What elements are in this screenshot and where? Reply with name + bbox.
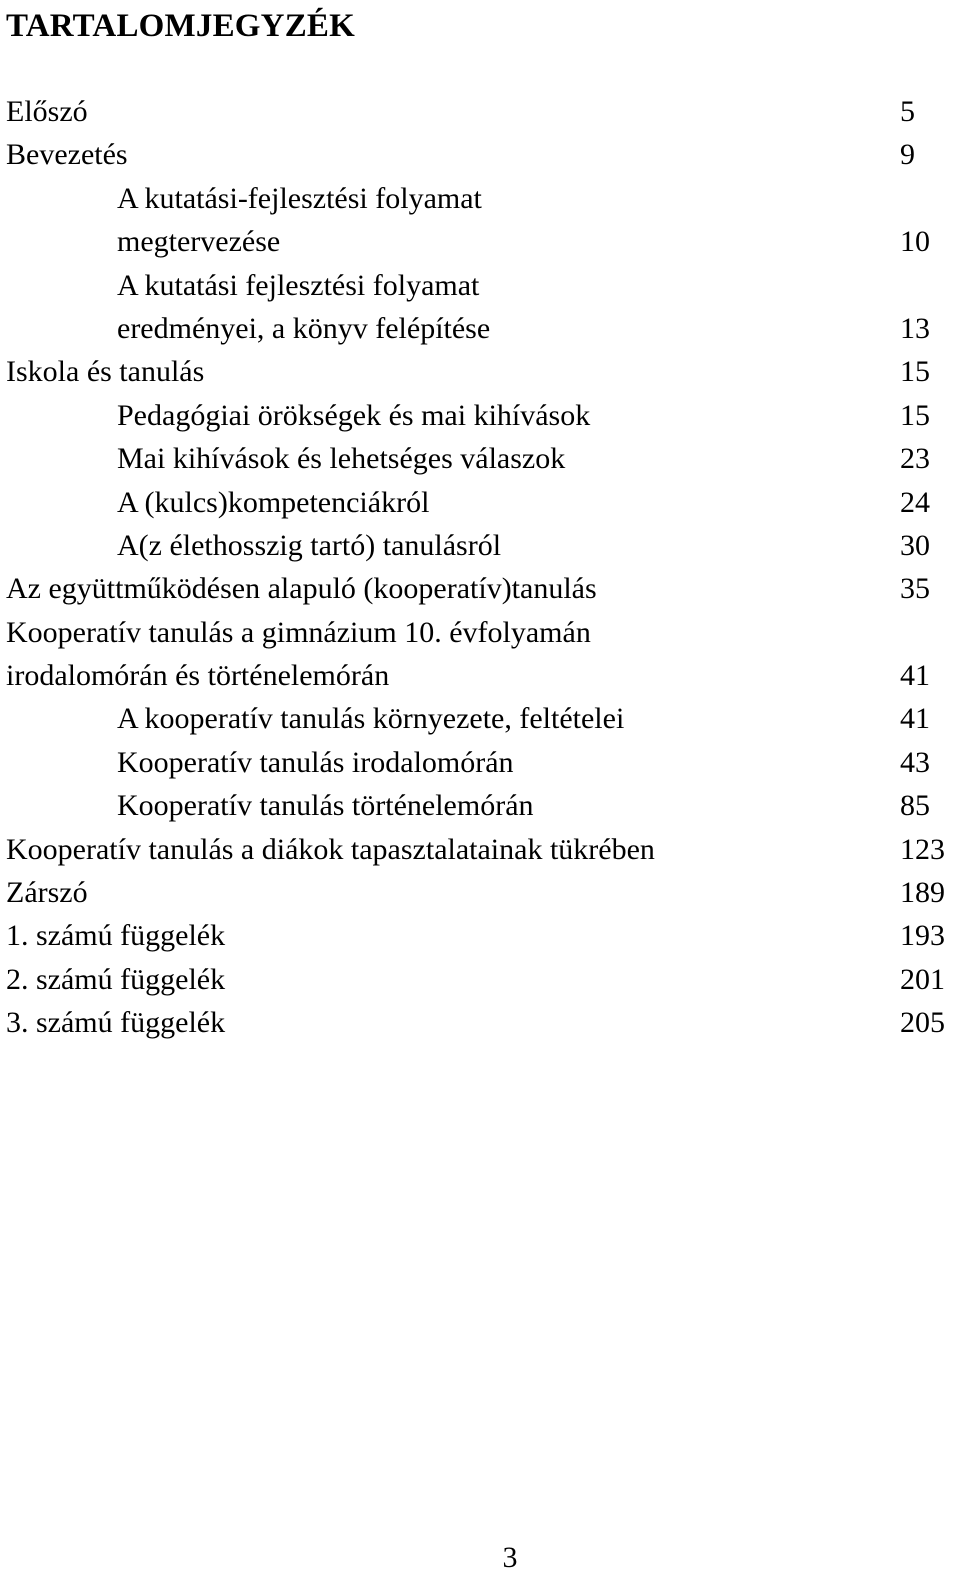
- toc-entry-page: 5: [900, 95, 915, 128]
- toc-entry-page: 85: [900, 789, 930, 823]
- page-title: TARTALOMJEGYZÉK: [6, 8, 355, 44]
- toc-entry[interactable]: [0, 437, 960, 480]
- toc-entry[interactable]: [0, 654, 960, 697]
- toc-entry-page: 41: [900, 702, 930, 736]
- toc-entry-title: Előszó: [6, 95, 88, 128]
- toc-entry[interactable]: [0, 741, 960, 784]
- toc-entry-title: Zárszó: [6, 876, 88, 910]
- page-number: 3: [502, 1541, 518, 1574]
- toc-entry-title: A kooperatív tanulás környezete, feltételei: [117, 702, 625, 736]
- toc-entry-title: A(z élethosszig tartó) tanulásról: [117, 528, 502, 562]
- toc-entry[interactable]: [0, 350, 960, 393]
- toc-entry[interactable]: [0, 220, 960, 263]
- toc-entry-page: 13: [900, 311, 930, 345]
- toc-entry[interactable]: [0, 307, 960, 350]
- toc-entry-page: 43: [900, 745, 930, 779]
- toc-entry-title: Kooperatív tanulás a diákok tapasztalatainak tükrében: [6, 832, 655, 866]
- table-of-contents: [0, 90, 960, 1045]
- toc-entry[interactable]: [0, 914, 960, 957]
- toc-entry[interactable]: [0, 177, 960, 220]
- toc-entry-page: 189: [900, 876, 945, 910]
- toc-entry-title: eredményei, a könyv felépítése: [117, 311, 491, 345]
- toc-entry-title: A kutatási fejlesztési folyamat: [117, 268, 480, 302]
- toc-entry-page: 9: [900, 138, 915, 172]
- toc-entry[interactable]: [0, 567, 960, 610]
- toc-entry-title: Kooperatív tanulás történelemórán: [117, 789, 534, 823]
- toc-entry-page: 201: [900, 962, 945, 996]
- toc-entry-page: 30: [900, 528, 930, 562]
- toc-entry-page: 205: [900, 1006, 945, 1040]
- toc-entry[interactable]: [0, 697, 960, 740]
- toc-entry[interactable]: [0, 394, 960, 437]
- toc-entry[interactable]: [0, 958, 960, 1001]
- toc-entry-title: 3. számú függelék: [6, 1006, 226, 1040]
- toc-entry[interactable]: [0, 1001, 960, 1044]
- toc-entry[interactable]: [0, 133, 960, 176]
- toc-entry[interactable]: [0, 481, 960, 524]
- toc-entry-page: 35: [900, 572, 930, 606]
- toc-entry[interactable]: [0, 611, 960, 654]
- toc-entry[interactable]: [0, 828, 960, 871]
- toc-entry-page: 10: [900, 225, 930, 259]
- toc-entry-page: 123: [900, 832, 945, 866]
- toc-entry[interactable]: [0, 524, 960, 567]
- toc-entry-title: irodalomórán és történelemórán: [6, 659, 390, 693]
- toc-entry-page: 24: [900, 485, 930, 519]
- toc-entry-title: Iskola és tanulás: [6, 355, 205, 389]
- toc-entry[interactable]: [0, 90, 960, 133]
- toc-entry-title: Bevezetés: [6, 138, 128, 172]
- toc-entry-page: 15: [900, 355, 930, 389]
- toc-entry-page: 23: [900, 442, 930, 476]
- toc-entry-title: A kutatási-fejlesztési folyamat: [117, 181, 482, 215]
- toc-entry-title: Kooperatív tanulás a gimnázium 10. évfolyamán: [6, 615, 591, 649]
- toc-entry-title: A (kulcs)kompetenciákról: [117, 485, 430, 519]
- toc-entry-title: Az együttműködésen alapuló (kooperatív)tanulás: [6, 572, 597, 606]
- toc-entry[interactable]: [0, 784, 960, 827]
- toc-entry-title: 1. számú függelék: [6, 919, 226, 953]
- toc-entry-title: Kooperatív tanulás irodalomórán: [117, 745, 514, 779]
- toc-entry-page: 15: [900, 398, 930, 432]
- toc-entry-title: megtervezése: [117, 225, 281, 259]
- toc-entry-title: Mai kihívások és lehetséges válaszok: [117, 442, 566, 476]
- toc-entry-title: 2. számú függelék: [6, 962, 226, 996]
- toc-entry-page: 193: [900, 919, 945, 953]
- toc-entry[interactable]: [0, 871, 960, 914]
- toc-entry-title: Pedagógiai örökségek és mai kihívások: [117, 398, 591, 432]
- toc-entry-page: 41: [900, 659, 930, 693]
- toc-entry[interactable]: [0, 264, 960, 307]
